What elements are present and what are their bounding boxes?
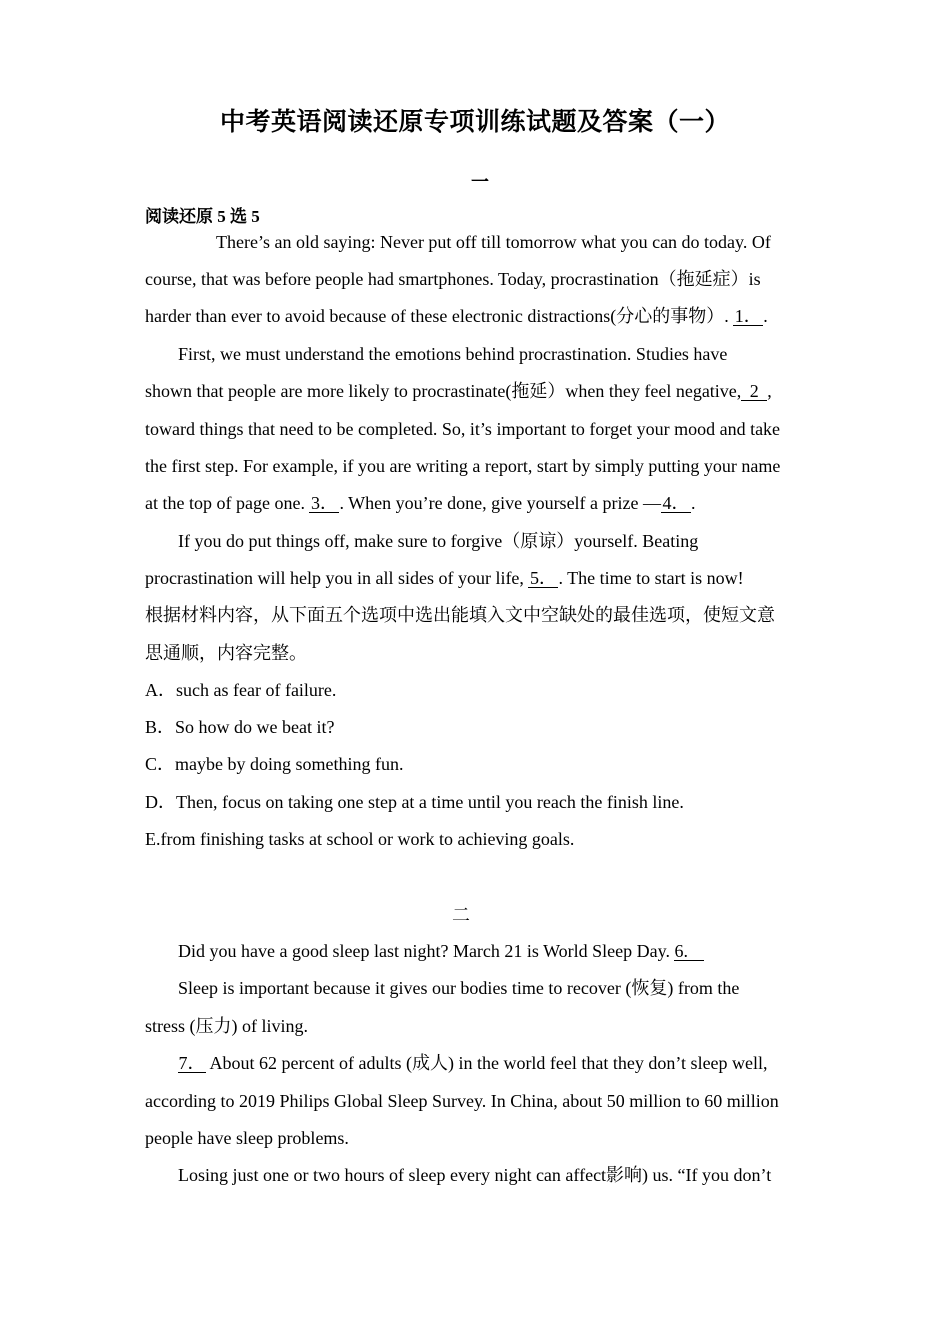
p1-line-3-text: harder than ever to avoid because of these electronic distractions(分心的事物）. xyxy=(145,306,734,326)
option-d: D．Then, focus on taking one step at a time until you reach the finish line. xyxy=(145,792,684,812)
p2-line-2-end: , xyxy=(767,381,772,401)
p2-line-5-mid: . When you’re done, give yourself a prize — xyxy=(339,493,662,513)
blank-5: 5． xyxy=(529,568,557,588)
p1-line-3 xyxy=(145,305,768,327)
blank-1: 1． xyxy=(734,306,762,326)
p2-line-5-end: . xyxy=(691,493,696,513)
p1-line-2: course, that was before people had smartphones. Today, procrastination（拖延症）is xyxy=(145,269,761,289)
instruction-line-2: 思通顺，内容完整。 xyxy=(145,643,307,663)
document-title: 中考英语阅读还原专项训练试题及答案（一） xyxy=(219,109,730,136)
s2-p1-text: Did you have a good sleep last night? March 21 is World Sleep Day. xyxy=(178,941,675,961)
s2-p2-line-2: stress (压力) of living. xyxy=(145,1016,308,1036)
blank-3: 3． xyxy=(310,493,338,513)
p1-line-1: There’s an old saying: Never put off till tomorrow what you can do today. Of xyxy=(216,232,771,252)
p2-line-5-text: at the top of page one. xyxy=(145,493,310,513)
section-label: 阅读还原 5 选 5 xyxy=(145,207,260,226)
s2-p3-line-1-text: About 62 percent of adults (成人) in the world feel that they don’t sleep well, xyxy=(206,1053,768,1073)
p3-line-2-text: procrastination will help you in all sides of your life, xyxy=(145,568,529,588)
blank-7: 7． xyxy=(178,1053,206,1073)
p2-line-1: First, we must understand the emotions behind procrastination. Studies have xyxy=(178,344,728,364)
instruction-line-1: 根据材料内容，从下面五个选项中选出能填入文中空缺处的最佳选项，使短文意 xyxy=(145,605,775,625)
p2-line-2 xyxy=(145,380,772,402)
p2-line-5 xyxy=(145,492,696,514)
p3-line-1: If you do put things off, make sure to forgive（原谅）yourself. Beating xyxy=(178,531,699,551)
section-number-1: 一 xyxy=(471,172,489,192)
blank-2: 2 xyxy=(741,382,767,401)
s2-p3-line-2: according to 2019 Philips Global Sleep Survey. In China, about 50 million to 60 million xyxy=(145,1091,779,1111)
option-e: E.from finishing tasks at school or work to achieving goals. xyxy=(145,829,575,849)
p2-line-4: the first step. For example, if you are writing a report, start by simply putting your name xyxy=(145,456,781,476)
option-b: B．So how do we beat it? xyxy=(145,717,335,737)
option-c: C．maybe by doing something fun. xyxy=(145,754,404,774)
p2-line-2-text: shown that people are more likely to procrastinate(拖延）when they feel negative, xyxy=(145,381,742,401)
p3-line-2 xyxy=(145,567,744,589)
p2-line-3: toward things that need to be completed. So, it’s important to forget your mood and take xyxy=(145,419,781,439)
p3-line-2-end: . The time to start is now! xyxy=(558,568,744,588)
s2-p3-line-1 xyxy=(178,1052,768,1074)
option-a: A．such as fear of failure. xyxy=(145,680,337,700)
blank-4: 4． xyxy=(662,493,690,513)
s2-p3-line-3: people have sleep problems. xyxy=(145,1128,349,1148)
blank-6: 6. xyxy=(674,942,704,961)
s2-p1 xyxy=(178,940,704,962)
p1-line-3-end: . xyxy=(763,306,768,326)
s2-p2-line-1: Sleep is important because it gives our bodies time to recover (恢复) from the xyxy=(178,978,740,998)
s2-p4-line-1: Losing just one or two hours of sleep every night can affect影响) us. “If you don’t xyxy=(178,1165,772,1185)
section-number-2: 二 xyxy=(452,905,470,925)
